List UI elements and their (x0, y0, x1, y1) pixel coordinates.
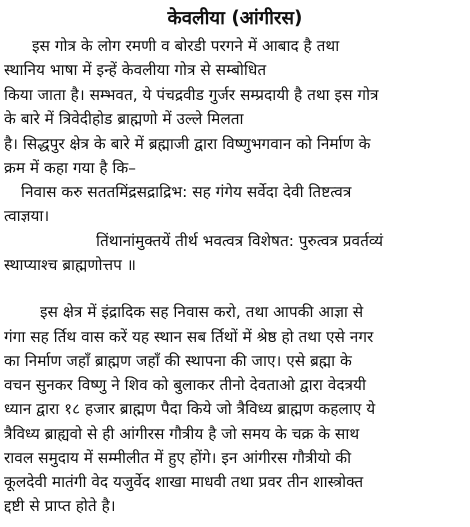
paragraph-2-line: वचन सुनकर विष्णु ने शिव को बुलाकर तीनो देवताओ द्वारा वेदत्रयी (4, 376, 366, 394)
paragraph-1-line: इस गोत्र के लोग रमणी व बोरडी परगने में आबाद है तथा (32, 37, 340, 55)
paragraph-2-line: कूलदेवी मातंगी वेद यजुर्वेद शाखा माधवी तथा प्रवर तीन शास्त्रोक्त (4, 473, 364, 491)
paragraph-1-line: स्थानिय भाषा में इन्हें केवलीया गोत्र से सम्बोधित (4, 61, 267, 79)
paragraph-1-line: के बारे में त्रिवेदीहोड ब्राह्मणो में उल्ले मिलता (4, 110, 244, 128)
paragraph-2-line: का निर्माण जहाँ ब्राह्मण जहाँ की स्थापना की जाए। एसे ब्रह्मा के (4, 352, 352, 370)
paragraph-2-line: इस क्षेत्र में इंद्रादिक सह निवास करो, तथा आपकी आज्ञा से (40, 303, 364, 321)
verse-line: निवास करु सततमिंद्रसद्राद्रिभ: सह गंगेय सर्वेदा देवी तिष्टत्वत्र (21, 183, 352, 201)
paragraph-1-line: है। सिद्धपुर क्षेत्र के बारे में ब्रह्माजी द्वारा विष्णुभगवान को निर्माण के (4, 135, 371, 153)
verse-line: त्वाज्ञया। (4, 207, 50, 225)
verse-line: तिंथानांमुक्तयें तीर्थ भवत्वत्र विशेषत: पुरुत्वत्र प्रवर्तव्यं (96, 232, 384, 250)
paragraph-1-line: किया जाता है। सम्भवत, ये पंचद्रवीड गुर्जर सम्प्रदायी है तथा इस गोत्र (4, 86, 379, 104)
paragraph-2-line: रावल समुदाय में सम्मीलीत में हुए होंगे। इन आंगीरस गौत्रीयो की (4, 449, 352, 467)
verse-line: स्थाप्याश्च ब्राह्मणोत्तप ॥ (4, 256, 136, 274)
paragraph-2-line: त्रैविध्य ब्राह्यवो से ही आंगीरस गौत्रीय है जो समय के चक्र के साथ (4, 425, 360, 443)
document-title: केवलीया (आंगीरस) (167, 8, 303, 29)
paragraph-2-line: द्दष्टी से प्राप्त होते है। (4, 497, 116, 515)
paragraph-1-line: क्रम में कहा गया है कि– (4, 159, 136, 177)
paragraph-2-line: गंगा सह र्तिथ वास करें यह स्थान सब र्तिथों में श्रेष्ठ हो तथा एसे नगर (4, 328, 374, 346)
paragraph-2-line: ध्यान द्वारा १८ हजार ब्राह्मण पैदा किये जो त्रैविध्य ब्राह्मण कहलाए ये (4, 400, 376, 418)
